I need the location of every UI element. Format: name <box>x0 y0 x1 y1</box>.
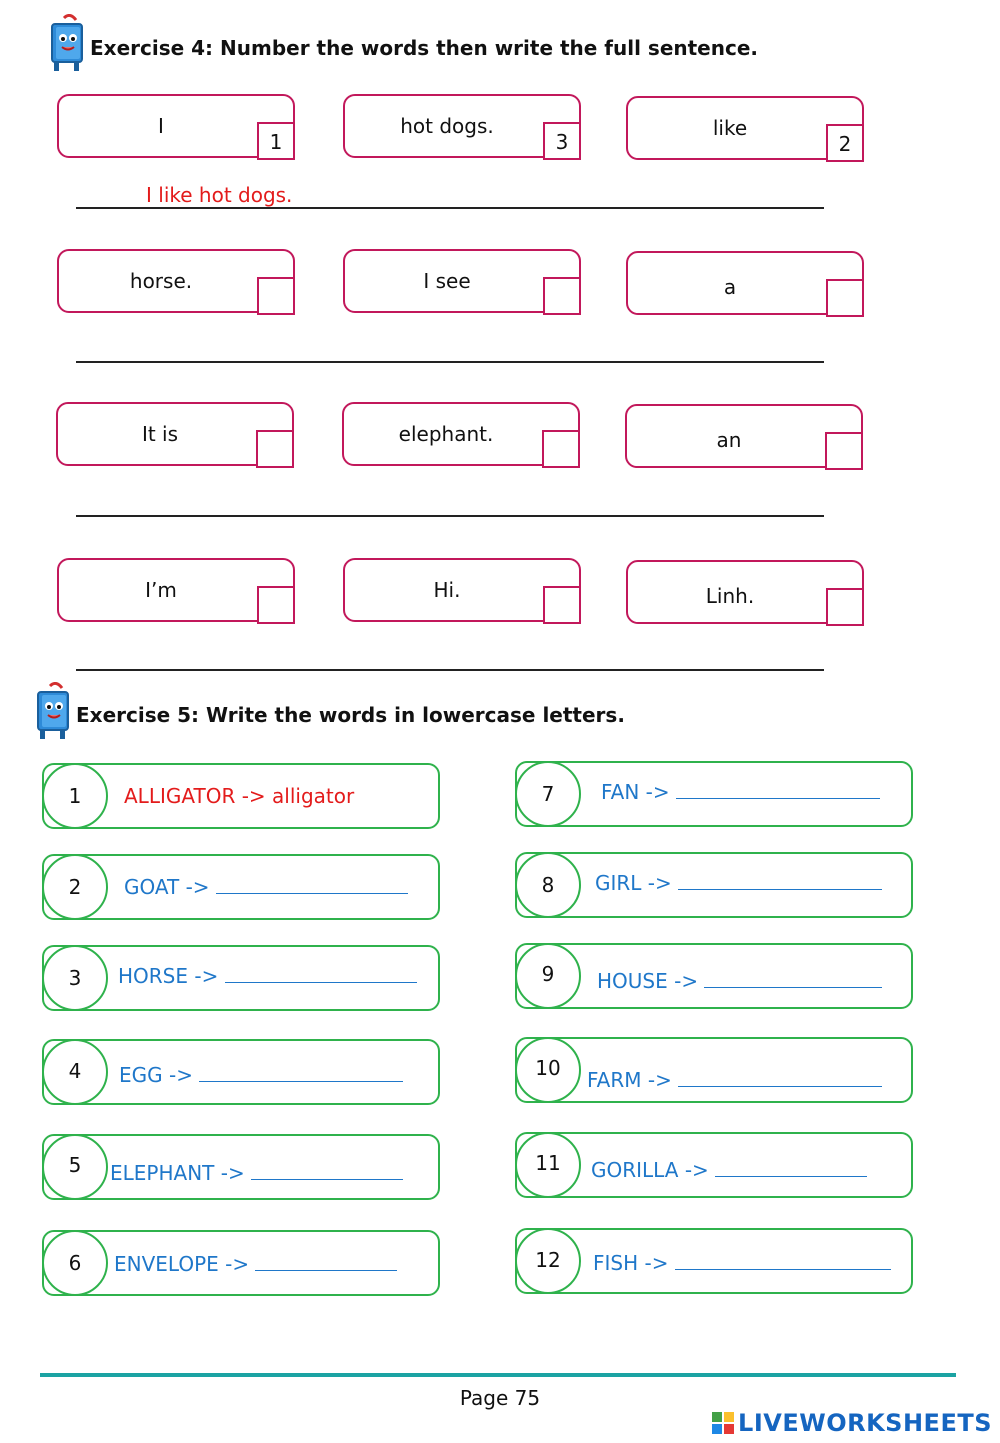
word-card-text: hot dogs. <box>400 114 494 138</box>
lowercase-item <box>42 763 440 829</box>
order-number-box[interactable] <box>825 432 863 470</box>
word-card-text: a <box>723 275 737 299</box>
item-row <box>110 1161 403 1185</box>
lowercase-item <box>42 854 440 920</box>
sentence-answer-line[interactable] <box>76 515 824 517</box>
word-card <box>343 94 581 158</box>
lowercase-item <box>515 1228 913 1294</box>
order-number-box[interactable] <box>257 586 295 624</box>
lowercase-item <box>515 1037 913 1103</box>
item-number: 3 <box>42 945 108 1011</box>
order-number-box[interactable]: 3 <box>543 122 581 160</box>
word-card <box>57 558 295 622</box>
item-number: 1 <box>42 763 108 829</box>
sentence-answer-line[interactable] <box>76 361 824 363</box>
item-word: HOUSE -> <box>597 969 699 993</box>
order-number-box[interactable] <box>826 279 864 317</box>
item-word: ENVELOPE -> <box>114 1252 250 1276</box>
word-card <box>343 558 581 622</box>
item-number: 8 <box>515 852 581 918</box>
item-row <box>118 964 417 988</box>
item-word: HORSE -> <box>118 964 219 988</box>
word-card <box>626 96 864 160</box>
word-card <box>57 94 295 158</box>
word-card <box>625 404 863 468</box>
word-card-text: like <box>712 116 748 140</box>
order-number-box[interactable]: 2 <box>826 124 864 162</box>
item-word: ELEPHANT -> <box>110 1161 245 1185</box>
word-card-text: horse. <box>129 269 193 293</box>
order-number-box[interactable] <box>543 277 581 315</box>
exercise-5-title: Exercise 5: Write the words in lowercase letters. <box>76 703 625 727</box>
word-card-text: It is <box>141 422 179 446</box>
item-row <box>114 1252 397 1276</box>
item-row <box>595 871 882 895</box>
sentence-answer-line[interactable] <box>76 207 824 209</box>
answer-blank[interactable] <box>678 871 882 890</box>
item-row <box>597 969 882 993</box>
word-card-text: Hi. <box>433 578 461 602</box>
word-card-text: I see <box>423 269 471 293</box>
item-number: 6 <box>42 1230 108 1296</box>
order-number-box[interactable] <box>826 588 864 626</box>
lowercase-item <box>515 943 913 1009</box>
order-number-box[interactable]: 1 <box>257 122 295 160</box>
lowercase-item <box>42 1039 440 1105</box>
footer-divider <box>40 1373 956 1377</box>
answer-blank[interactable] <box>676 780 880 799</box>
word-card <box>56 402 294 466</box>
lowercase-item <box>515 852 913 918</box>
item-row <box>119 1063 403 1087</box>
lowercase-item <box>42 1230 440 1296</box>
answer-blank[interactable] <box>199 1063 403 1082</box>
item-number: 10 <box>515 1037 581 1103</box>
order-number-box[interactable] <box>543 586 581 624</box>
brand-name: LIVEWORKSHEETS <box>738 1409 992 1437</box>
answer-blank[interactable] <box>251 1161 403 1180</box>
word-card-text: elephant. <box>398 422 494 446</box>
word-card-text: I <box>158 114 164 138</box>
word-card-text: Linh. <box>705 584 755 608</box>
word-card-text: an <box>716 428 742 452</box>
item-number: 11 <box>515 1132 581 1198</box>
word-card <box>626 251 864 315</box>
page-number: Page 75 <box>459 1386 541 1410</box>
word-card <box>342 402 580 466</box>
word-card <box>626 560 864 624</box>
answer-blank[interactable] <box>216 875 408 894</box>
item-word: GIRL -> <box>595 871 672 895</box>
lowercase-item <box>42 1134 440 1200</box>
sentence-answer-line[interactable] <box>76 669 824 671</box>
lowercase-item <box>42 945 440 1011</box>
item-row <box>587 1068 882 1092</box>
order-number-box[interactable] <box>542 430 580 468</box>
book-mascot-icon <box>30 682 78 742</box>
item-number: 5 <box>42 1134 108 1200</box>
answer-blank[interactable] <box>255 1252 397 1271</box>
order-number-box[interactable] <box>256 430 294 468</box>
answer-blank[interactable] <box>225 964 417 983</box>
sentence-answer: I like hot dogs. <box>146 183 293 207</box>
item-row <box>124 875 408 899</box>
exercise-4-title: Exercise 4: Number the words then write the full sentence. <box>90 36 758 60</box>
order-number-box[interactable] <box>257 277 295 315</box>
item-word: GORILLA -> <box>591 1158 709 1182</box>
answer-blank[interactable] <box>678 1068 882 1087</box>
word-card <box>57 249 295 313</box>
item-word: GOAT -> <box>124 875 210 899</box>
answer-blank[interactable] <box>704 969 882 988</box>
item-number: 4 <box>42 1039 108 1105</box>
item-word: FARM -> <box>587 1068 672 1092</box>
book-mascot-icon <box>44 14 92 74</box>
item-word: FISH -> <box>593 1251 669 1275</box>
word-card <box>343 249 581 313</box>
item-row <box>601 780 880 804</box>
item-number: 2 <box>42 854 108 920</box>
answer-blank[interactable] <box>715 1158 867 1177</box>
item-number: 7 <box>515 761 581 827</box>
item-word: EGG -> <box>119 1063 193 1087</box>
lowercase-item <box>515 1132 913 1198</box>
liveworksheets-logo <box>712 1406 992 1440</box>
word-card-text: I’m <box>145 578 177 602</box>
item-row <box>591 1158 867 1182</box>
item-word: FAN -> <box>601 780 670 804</box>
item-number: 12 <box>515 1228 581 1294</box>
liveworksheets-logo-icon <box>712 1412 734 1434</box>
answer-blank[interactable] <box>675 1251 891 1270</box>
item-row <box>593 1251 891 1275</box>
item-word: ALLIGATOR -> alligator <box>124 784 355 808</box>
lowercase-item <box>515 761 913 827</box>
item-number: 9 <box>515 943 581 1009</box>
